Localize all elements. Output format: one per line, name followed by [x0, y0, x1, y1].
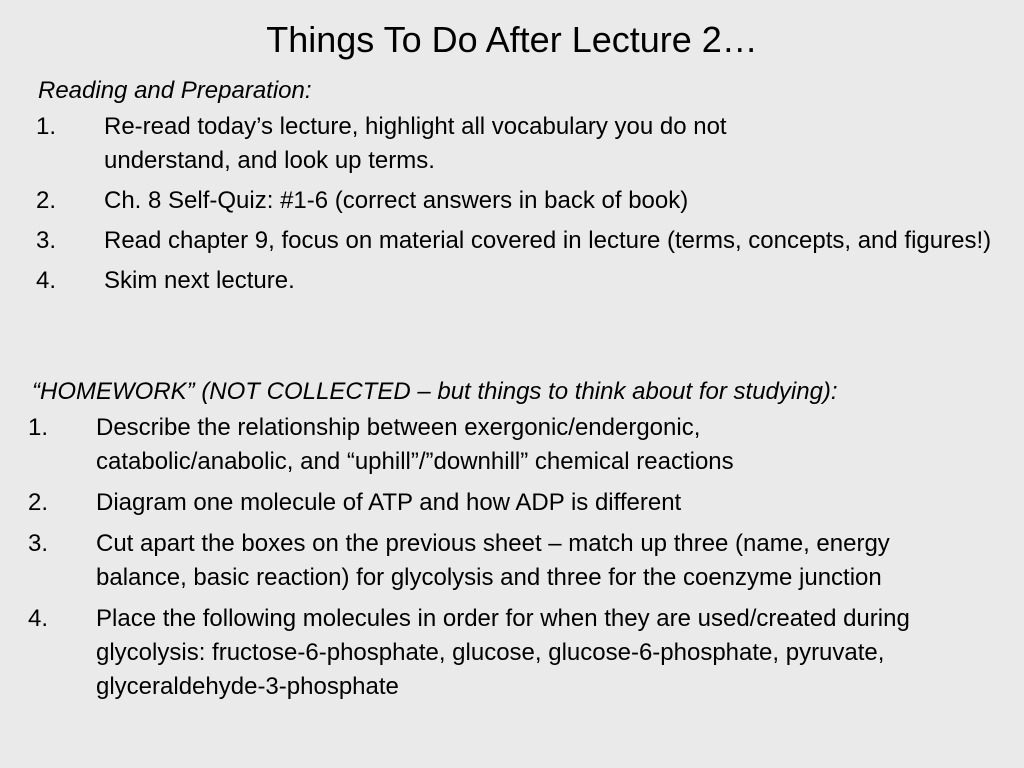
item-number: 3. — [28, 530, 49, 557]
list-item — [36, 224, 1018, 258]
item-text: Skim next lecture. — [104, 267, 295, 294]
slide-title: Things To Do After Lecture 2… — [266, 19, 758, 60]
list-item — [28, 411, 1017, 479]
item-text: Diagram one molecule of ATP and how ADP is different — [96, 489, 682, 516]
item-text: Describe the relationship between exergonic/endergonic, catabolic/anabolic, and “uphill”/”downhill” chemical reactions — [96, 414, 734, 475]
homework-section — [28, 375, 1017, 704]
homework-heading: “HOMEWORK” (NOT COLLECTED – but things to think about for studying): — [32, 378, 838, 405]
item-number: 3. — [36, 227, 57, 254]
item-text: Read chapter 9, focus on material covered in lecture (terms, concepts, and figures!) — [104, 227, 992, 254]
list-item — [36, 264, 1018, 298]
item-text: Re-read today’s lecture, highlight all vocabulary you do not understand, and look up terms. — [104, 113, 727, 174]
item-number: 4. — [36, 267, 57, 294]
item-number: 1. — [36, 113, 57, 140]
item-number: 4. — [28, 605, 49, 632]
reading-section — [38, 74, 1018, 298]
item-text: Ch. 8 Self-Quiz: #1-6 (correct answers in back of book) — [104, 187, 689, 214]
item-text: Cut apart the boxes on the previous sheet – match up three (name, energy balance, basic reaction) for glycolysis and three for the coenzyme junction — [96, 530, 890, 591]
list-item — [36, 110, 1018, 178]
list-item — [28, 486, 1017, 520]
list-item — [28, 527, 1017, 595]
item-text: Place the following molecules in order for when they are used/created during glycolysis: fructose-6-phosphate, glucose, glucose-6-phosphate, pyruvate, glyceraldehyde-3-phosphate — [96, 605, 910, 700]
homework-list — [28, 411, 1017, 704]
list-item — [28, 602, 1017, 704]
item-number: 2. — [36, 187, 57, 214]
reading-heading: Reading and Preparation: — [38, 77, 312, 104]
list-item — [36, 184, 1018, 218]
item-number: 1. — [28, 414, 49, 441]
reading-list — [36, 110, 1018, 298]
item-number: 2. — [28, 489, 49, 516]
